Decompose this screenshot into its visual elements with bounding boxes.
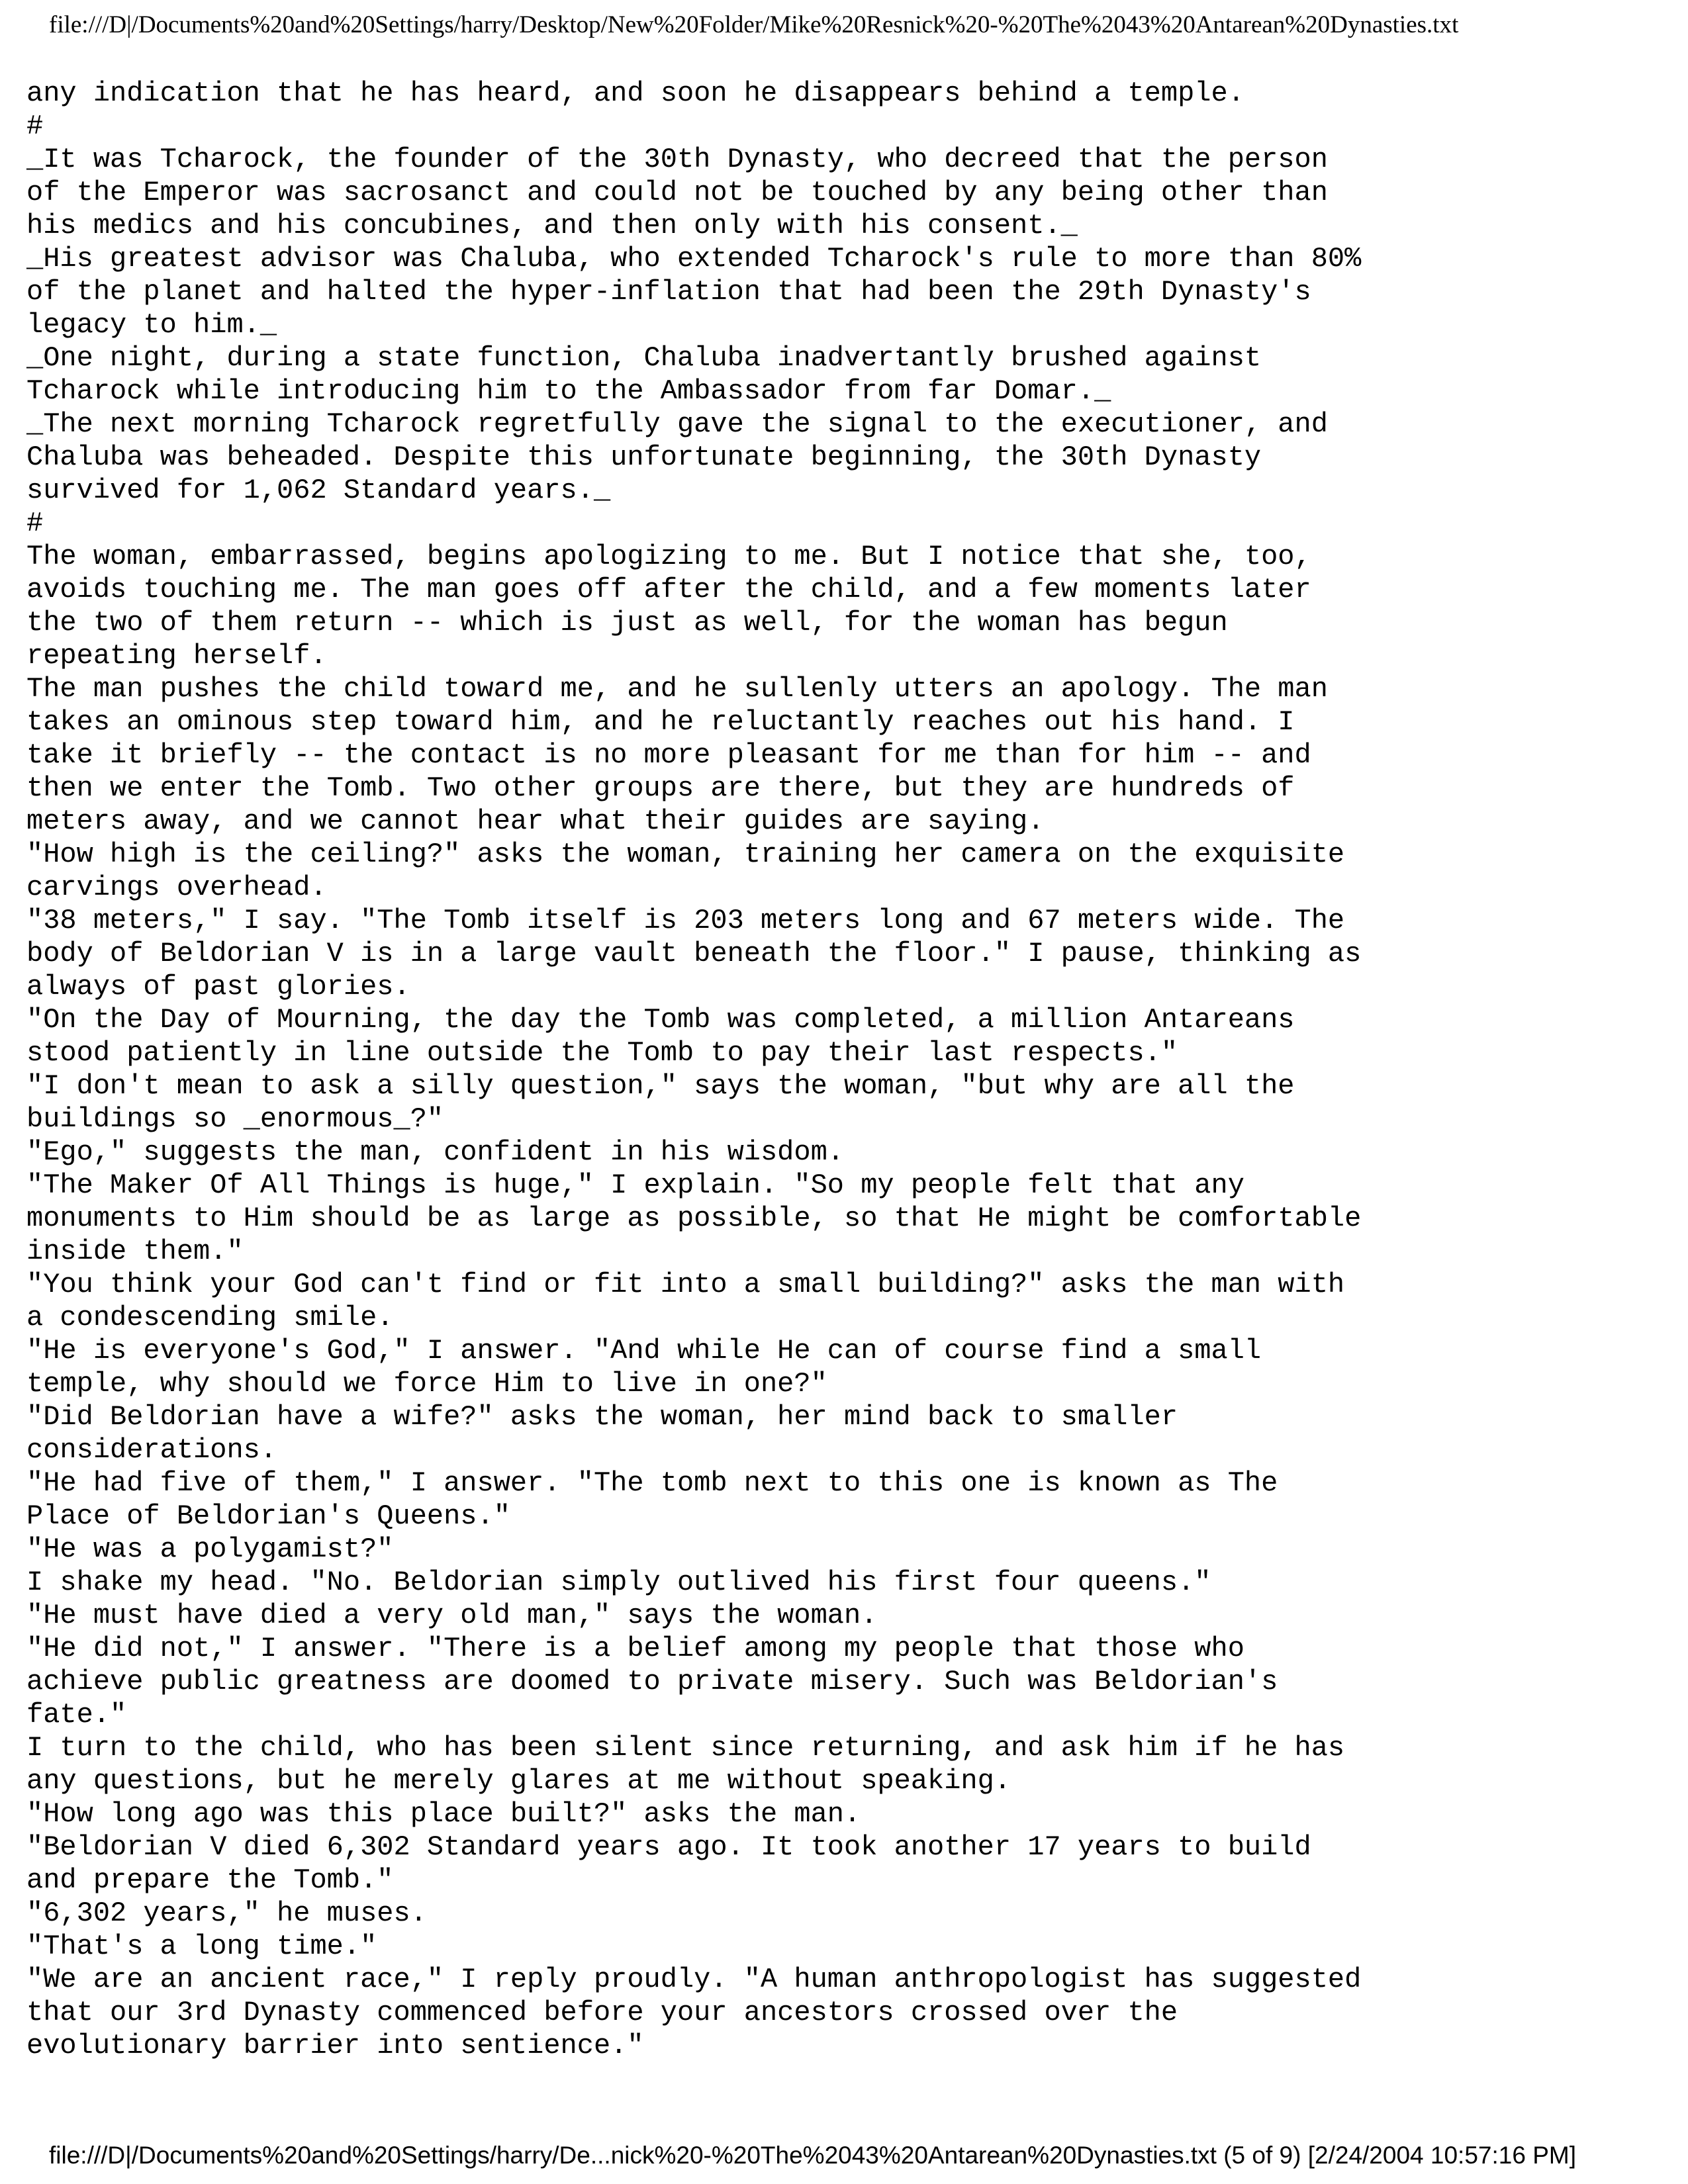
text-line: legacy to him._: [26, 309, 277, 341]
text-line: avoids touching me. The man goes off after the child, and a few moments later: [26, 574, 1311, 606]
text-line: of the Emperor was sacrosanct and could not be touched by any being other than: [26, 177, 1328, 208]
text-line: considerations.: [26, 1434, 277, 1466]
text-line: The man pushes the child toward me, and he sullenly utters an apology. The man: [26, 673, 1328, 705]
text-line: meters away, and we cannot hear what their guides are saying.: [26, 805, 1045, 837]
text-line: I turn to the child, who has been silent since returning, and ask him if he has: [26, 1732, 1345, 1764]
text-line: "On the Day of Mourning, the day the Tomb was completed, a million Antareans: [26, 1004, 1295, 1036]
page-header-file-path: file:///D|/Documents%20and%20Settings/harry/Desktop/New%20Folder/Mike%20Resnick%20-%20The%2043%20Antarean%20Dynasties.txt: [49, 11, 1459, 38]
text-line: inside them.": [26, 1236, 244, 1267]
text-line: _The next morning Tcharock regretfully gave the signal to the executioner, and: [26, 408, 1328, 440]
text-line: "How high is the ceiling?" asks the woman, training her camera on the exquisite: [26, 839, 1345, 870]
text-line: stood patiently in line outside the Tomb to pay their last respects.": [26, 1037, 1178, 1069]
text-line: "He had five of them," I answer. "The tomb next to this one is known as The: [26, 1467, 1278, 1499]
text-line: monuments to Him should be as large as possible, so that He might be comfortable: [26, 1203, 1362, 1234]
text-line: a condescending smile.: [26, 1302, 394, 1334]
text-line: "We are an ancient race," I reply proudly. "A human anthropologist has suggested: [26, 1964, 1362, 1995]
text-line: survived for 1,062 Standard years._: [26, 475, 611, 506]
text-line: "The Maker Of All Things is huge," I explain. "So my people felt that any: [26, 1169, 1244, 1201]
text-line: body of Beldorian V is in a large vault beneath the floor." I pause, thinking as: [26, 938, 1362, 970]
text-line: temple, why should we force Him to live in one?": [26, 1368, 827, 1400]
text-line: #: [26, 508, 44, 539]
text-line: then we enter the Tomb. Two other groups are there, but they are hundreds of: [26, 772, 1295, 804]
text-line: "Did Beldorian have a wife?" asks the woman, her mind back to smaller: [26, 1401, 1178, 1433]
text-line: always of past glories.: [26, 971, 410, 1003]
text-line: "I don't mean to ask a silly question," says the woman, "but why are all the: [26, 1070, 1295, 1102]
text-line: Tcharock while introducing him to the Ambassador from far Domar._: [26, 375, 1111, 407]
text-line: the two of them return -- which is just as well, for the woman has begun: [26, 607, 1228, 639]
text-line: Place of Beldorian's Queens.": [26, 1500, 510, 1532]
text-line: evolutionary barrier into sentience.": [26, 2030, 644, 2062]
text-line: "He must have died a very old man," says the woman.: [26, 1600, 878, 1631]
text-line: "He was a polygamist?": [26, 1533, 394, 1565]
text-line: of the planet and halted the hyper-inflation that had been the 29th Dynasty's: [26, 276, 1311, 308]
text-line: that our 3rd Dynasty commenced before your ancestors crossed over the: [26, 1997, 1178, 2028]
text-line: his medics and his concubines, and then only with his consent._: [26, 210, 1078, 242]
document-body: [26, 77, 1655, 2062]
text-line: The woman, embarrassed, begins apologizing to me. But I notice that she, too,: [26, 541, 1311, 572]
text-line: "6,302 years," he muses.: [26, 1897, 427, 1929]
text-line: repeating herself.: [26, 640, 327, 672]
text-line: "He is everyone's God," I answer. "And while He can of course find a small: [26, 1335, 1262, 1367]
text-line: any indication that he has heard, and soon he disappears behind a temple.: [26, 77, 1244, 109]
text-line: take it briefly -- the contact is no more pleasant for me than for him -- and: [26, 739, 1311, 771]
page-footer: file:///D|/Documents%20and%20Settings/harry/De...nick%20-%20The%2043%20Antarean%20Dynasties.txt (5 of 9) [2/24/2004 10:57:16 PM]: [49, 2142, 1576, 2169]
text-line: _His greatest advisor was Chaluba, who extended Tcharock's rule to more than 80%: [26, 243, 1362, 275]
text-line: achieve public greatness are doomed to private misery. Such was Beldorian's: [26, 1666, 1278, 1698]
text-line: "Ego," suggests the man, confident in his wisdom.: [26, 1136, 845, 1168]
text-line: takes an ominous step toward him, and he reluctantly reaches out his hand. I: [26, 706, 1295, 738]
text-line: "He did not," I answer. "There is a belief among my people that those who: [26, 1633, 1244, 1664]
text-line: Chaluba was beheaded. Despite this unfortunate beginning, the 30th Dynasty: [26, 441, 1262, 473]
text-line: _One night, during a state function, Chaluba inadvertantly brushed against: [26, 342, 1262, 374]
text-line: #: [26, 111, 44, 142]
text-line: fate.": [26, 1699, 127, 1731]
text-line: I shake my head. "No. Beldorian simply outlived his first four queens.": [26, 1567, 1211, 1598]
text-line: carvings overhead.: [26, 872, 327, 903]
text-line: "Beldorian V died 6,302 Standard years ago. It took another 17 years to build: [26, 1831, 1311, 1863]
text-line: "How long ago was this place built?" asks the man.: [26, 1798, 861, 1830]
text-line: and prepare the Tomb.": [26, 1864, 394, 1896]
text-line: "You think your God can't find or fit into a small building?" asks the man with: [26, 1269, 1345, 1300]
text-line: _It was Tcharock, the founder of the 30th Dynasty, who decreed that the person: [26, 144, 1328, 175]
text-line: buildings so _enormous_?": [26, 1103, 444, 1135]
text-line: "38 meters," I say. "The Tomb itself is 203 meters long and 67 meters wide. The: [26, 905, 1345, 936]
text-line: any questions, but he merely glares at me without speaking.: [26, 1765, 1011, 1797]
text-line: "That's a long time.": [26, 1931, 377, 1962]
